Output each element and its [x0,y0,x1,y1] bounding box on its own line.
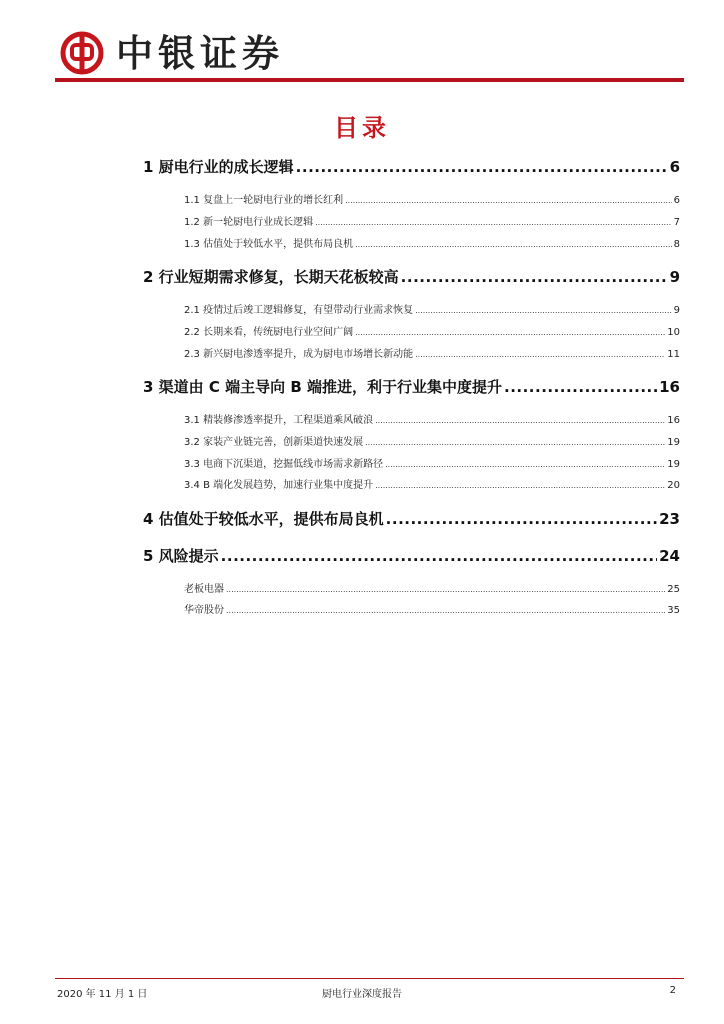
toc-section-2-1[interactable]: 2.1 疫情过后竣工逻辑修复，有望带动行业需求恢复 ..... 9 [184,303,680,319]
header-logo [60,30,284,76]
toc-section-1[interactable]: 1 厨电行业的成长逻辑 ..... 6 [143,156,680,178]
footer-divider [55,978,684,979]
toc-section-2-2[interactable]: 2.2 长期来看，传统厨电行业空间广阔 ..... 10 [184,325,680,341]
toc-section-3-1[interactable]: 3.1 精装修渗透率提升，工程渠道乘风破浪 ..... 16 [184,413,680,429]
toc-section-1-2[interactable]: 1.2 新一轮厨电行业成长逻辑 ..... 7 [184,215,680,231]
toc-section-4[interactable]: 4 估值处于较低水平，提供布局良机 ..... 23 [143,508,680,530]
toc-section-1-3[interactable]: 1.3 估值处于较低水平，提供布局良机 ..... 8 [184,237,680,253]
toc-section-3-4[interactable]: 3.4 B 端化发展趋势，加速行业集中度提升 ..... 20 [184,478,680,494]
toc-section-2-3[interactable]: 2.3 新兴厨电渗透率提升，成为厨电市场增长新动能 ..... 11 [184,347,680,363]
brand-name: 中银证券 [116,31,284,75]
footer-page-number: 2 [669,985,676,996]
toc-company-1[interactable]: 老板电器 ..... 25 [184,582,680,598]
footer-report-title: 厨电行业深度报告 [322,989,402,1000]
page-title: 目录 [334,114,390,142]
bank-of-china-logo-icon [60,31,104,75]
toc-section-2[interactable]: 2 行业短期需求修复，长期天花板较高 ..... 9 [143,266,680,288]
footer-date: 2020 年 11 月 1 日 [57,989,148,1000]
toc-section-1-1[interactable]: 1.1 复盘上一轮厨电行业的增长红利 ..... 6 [184,193,680,209]
toc-section-3-3[interactable]: 3.3 电商下沉渠道，挖掘低线市场需求新路径 ..... 19 [184,457,680,473]
toc-company-2[interactable]: 华帝股份 ..... 35 [184,603,680,619]
header-divider [55,78,684,82]
toc-section-3[interactable]: 3 渠道由 C 端主导向 B 端推进，利于行业集中度提升 ..... 16 [143,376,680,398]
toc-section-3-2[interactable]: 3.2 家装产业链完善，创新渠道快速发展 ..... 19 [184,435,680,451]
toc-section-5[interactable]: 5 风险提示 ..... 24 [143,545,680,567]
